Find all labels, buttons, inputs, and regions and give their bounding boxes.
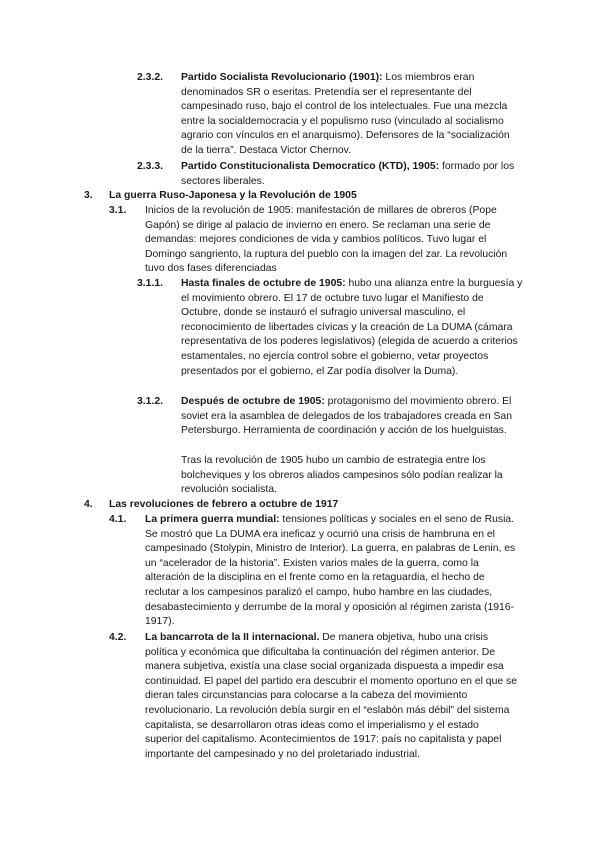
- section-body: [181, 277, 526, 379]
- section-text: protagonismo del movimiento obrero. El soviet era la asamblea de delegados de los trabajadores creada en San Petersburgo. Herramienta de coordinación y acción de los huelguistas.: [181, 396, 512, 437]
- section-number: 3.1.1.: [137, 278, 163, 289]
- section-body: [145, 631, 519, 762]
- section-body: [181, 71, 519, 159]
- section-title: La bancarrota de la II internacional.: [145, 632, 320, 643]
- section-title: Hasta finales de octubre de 1905:: [181, 278, 346, 289]
- section-title: Partido Socialista Revolucionario (1901):: [181, 72, 383, 83]
- section-body: [145, 513, 519, 630]
- section-number: 3.1.2.: [137, 396, 163, 407]
- section-text: formado por los sectores liberales.: [181, 161, 515, 187]
- section-number: 2.3.3.: [137, 161, 163, 172]
- section-body: Inicios de la revolución de 1905: manifestación de millares de obreros (Pope Gapón) se dirige al palacio de invierno en enero. Se reclaman una serie de demandas: mejores condiciones de vida y cambios políticos. Tuvo lugar el Domingo sangriento, la ruptura del pueblo con la imagen del zar. La revolución tuvo dos fases diferenciadas: [145, 205, 508, 275]
- section-text: tensiones políticas y sociales en el seno de Rusia. Se mostró que La DUMA era ineficaz y ocurrió una crisis de hambruna en el campesinado (Stolypin, Ministro de Interior). La guerra, en palabras de Lenin, es un “acelerador de la historia”. Existen varios males de la guerra, como la alteración de la disciplina en el frente como en la retaguardia, el hecho de reclutar a los campesinos paralizó el campo, hubo hambre en las ciudades, desabastecimiento y derrumbe de la moral y oposición al régimen zarista (1916-1917).: [145, 514, 516, 628]
- section-number: 3.1.: [109, 205, 127, 216]
- section-number: 2.3.2.: [137, 72, 163, 83]
- section-number: 3.: [84, 190, 93, 201]
- section-body: [181, 160, 525, 189]
- section-title: La guerra Ruso-Japonesa y la Revolución de 1905: [109, 190, 357, 201]
- section-extra-paragraph: Tras la revolución de 1905 hubo un cambio de estrategia entre los bolcheviques y los obreros aliados campesinos sólo podían realizar la revolución socialista.: [181, 455, 503, 496]
- section-text: hubo una alianza entre la burguesía y el movimiento obrero. El 17 de octubre tuvo lugar el Manifiesto de Octubre, donde se instauró el sufragio universal masculino, el reconocimiento de libertades cívicas y la creación de La DUMA (cámara representativa de los poderes legislativos) (elegida de acuerdo a criterios estamentales, no ejercía control sobre el gobierno, vetar proyectos presentados por el gobierno, el Zar podía disolver la Duma).: [181, 278, 523, 377]
- section-number: 4.2.: [109, 632, 127, 643]
- section-title: La primera guerra mundial:: [145, 514, 280, 525]
- section-text: Los miembros eran denominados SR o eseritas. Pretendía ser el representante del campesinado ruso, bajo el control de los intelectuales. Fue una mezcla entre la socialdemocracia y el populismo ruso (vinculado al socialismo agrario con vínculos en el anarquismo). Defensores de la “socialización de la tierra”. Destaca Victor Chernov.: [181, 72, 510, 156]
- section-title: Después de octubre de 1905:: [181, 396, 325, 407]
- section-title: Partido Constitucionalista Democratico (KTD), 1905:: [181, 161, 440, 172]
- section-number: 4.1.: [109, 514, 127, 525]
- section-title: Las revoluciones de febrero a octubre de 1917: [109, 499, 339, 510]
- section-body: [181, 395, 522, 439]
- section-number: 4.: [84, 499, 93, 510]
- section-text: De manera objetiva, hubo una crisis política y económica que dificultaba la continuación del régimen anterior. De manera subjetiva, existía una clase social organizada dispuesta a impedir esa continuidad. El papel del partido era descubrir el momento oportuno en el que se dieran tales circunstancias para colocarse a la cabeza del movimiento revolucionario. La revolución debía surgir en el “eslabón más débil” del sistema capitalista, se desarrollaron otras ideas como el imperialismo y el estado superior del capitalismo. Acontecimientos de 1917: país no capitalista y papel importante del campesinado y no del proletariado industrial.: [145, 632, 517, 760]
